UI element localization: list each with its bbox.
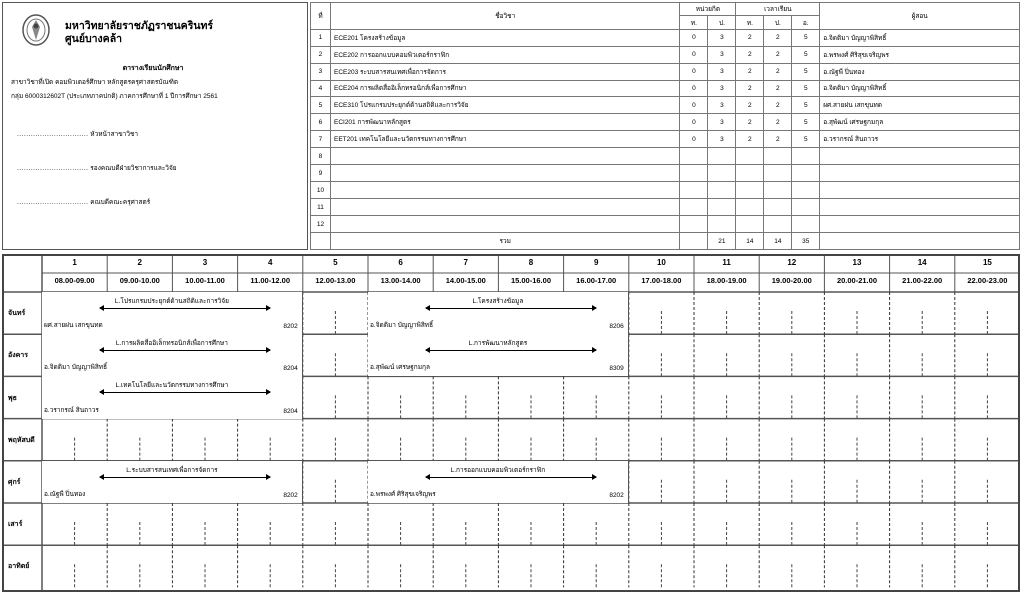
course-hours-p: 2 xyxy=(764,114,792,131)
center-name: ศูนย์บางคล้า xyxy=(65,33,123,45)
course-credit-p: 3 xyxy=(708,131,736,148)
class-title: L.การผลิตสื่ออิเล็กทรอนิกส์เพื่อการศึกษา xyxy=(115,340,228,348)
class-room: 8202 xyxy=(283,323,298,331)
university-name: มหาวิทยาลัยราชภัฏราชนครินทร์ xyxy=(65,20,214,32)
slot-number: 8 xyxy=(528,258,534,267)
slot-number: 4 xyxy=(267,258,273,267)
day-label: อังคาร xyxy=(8,352,28,360)
slot-time: 14.00-15.00 xyxy=(445,276,486,285)
course-credit-t xyxy=(680,199,708,216)
class-block[interactable] xyxy=(42,334,303,376)
course-no: 2 xyxy=(311,46,331,63)
class-room: 8202 xyxy=(609,491,624,499)
course-credit-p: 3 xyxy=(708,114,736,131)
course-teacher xyxy=(820,199,1020,216)
header-block xyxy=(2,2,308,250)
course-hours-p: 2 xyxy=(764,46,792,63)
course-hours-o xyxy=(792,216,820,233)
course-name xyxy=(330,182,679,199)
total-hours-p: 14 xyxy=(764,233,792,250)
header-credit: หน่วยกิต xyxy=(680,3,736,16)
subheader-t2: ท. xyxy=(736,16,764,29)
course-name xyxy=(330,199,679,216)
slot-number: 3 xyxy=(202,258,208,267)
day-label: จันทร์ xyxy=(8,310,26,318)
course-hours-t xyxy=(736,182,764,199)
course-credit-t: 0 xyxy=(680,131,708,148)
course-hours-o: 5 xyxy=(792,97,820,114)
course-hours-o: 5 xyxy=(792,131,820,148)
course-no: 3 xyxy=(311,63,331,80)
course-row xyxy=(311,63,1020,80)
course-hours-t: 2 xyxy=(736,97,764,114)
program-line: สาขาวิชาที่เปิด คอมพิวเตอร์ศึกษา หลักสูตรครุศาสตรบัณฑิต xyxy=(11,79,179,86)
course-name: ECE310 โปรแกรมประยุกต์ด้านสถิติและการวิจัย xyxy=(330,97,679,114)
slot-number: 12 xyxy=(787,258,797,267)
course-credit-p: 3 xyxy=(708,29,736,46)
header-teacher: ผู้สอน xyxy=(820,3,1020,30)
class-room: 8202 xyxy=(283,491,298,499)
slot-time: 19.00-20.00 xyxy=(771,276,812,285)
duration-arrow-icon xyxy=(426,308,596,309)
course-hours-p xyxy=(764,216,792,233)
slot-number: 11 xyxy=(722,258,731,267)
duration-arrow-icon xyxy=(100,477,270,478)
slot-number: 14 xyxy=(917,258,927,267)
duration-arrow-icon xyxy=(426,477,596,478)
course-hours-t: 2 xyxy=(736,46,764,63)
course-credit-t: 0 xyxy=(680,46,708,63)
course-row xyxy=(311,131,1020,148)
slot-time: 09.00-10.00 xyxy=(119,276,160,285)
header-course-name: ชื่อวิชา xyxy=(330,3,679,30)
course-hours-t: 2 xyxy=(736,114,764,131)
timetable-title: ตารางเรียนนักศึกษา xyxy=(122,65,184,72)
course-hours-o xyxy=(792,199,820,216)
class-teacher: อ.จิดติมา บัญญาพิสิทธิ์ xyxy=(44,364,108,372)
class-room: 8204 xyxy=(283,365,298,373)
slot-time: 15.00-16.00 xyxy=(510,276,551,285)
course-hours-o: 5 xyxy=(792,80,820,97)
course-hours-p: 2 xyxy=(764,80,792,97)
course-row xyxy=(311,199,1020,216)
course-teacher: อ.ณัฐพี ปิ่นทอง xyxy=(820,63,1020,80)
course-no: 7 xyxy=(311,131,331,148)
day-label: พุธ xyxy=(8,394,17,402)
course-hours-o: 5 xyxy=(792,63,820,80)
course-no: 8 xyxy=(311,148,331,165)
class-teacher: อ.ณัฐพี ปิ่นทอง xyxy=(44,490,86,498)
total-hours-o: 35 xyxy=(792,233,820,250)
total-hours-t: 14 xyxy=(736,233,764,250)
course-hours-t: 2 xyxy=(736,63,764,80)
slot-time: 22.00-23.00 xyxy=(967,276,1008,285)
duration-arrow-icon xyxy=(426,350,596,351)
class-block[interactable] xyxy=(368,292,629,334)
course-name: ECI201 การพัฒนาหลักสูตร xyxy=(330,114,679,131)
class-title: L.โปรแกรมประยุกต์ด้านสถิติและการวิจัย xyxy=(114,298,229,305)
course-hours-t xyxy=(736,199,764,216)
course-credit-p: 3 xyxy=(708,97,736,114)
slot-number: 2 xyxy=(137,258,142,267)
course-table xyxy=(310,2,1020,250)
total-label: รวม xyxy=(330,233,679,250)
class-title: L.ระบบสารสนเทศเพื่อการจัดการ xyxy=(126,466,218,474)
course-name xyxy=(330,165,679,182)
class-title: L.เทคโนโลยีและนวัตกรรมทางการศึกษา xyxy=(115,382,229,390)
course-credit-p xyxy=(708,199,736,216)
class-room: 8206 xyxy=(609,323,624,331)
weekly-schedule xyxy=(2,254,1020,592)
course-credit-t: 0 xyxy=(680,80,708,97)
slot-time: 13.00-14.00 xyxy=(380,276,421,285)
group-line: กลุ่ม 6000312602T (ประเภทภาคปกติ) ภาคการศึกษาที่ 1 ปีการศึกษา 2561 xyxy=(11,93,218,100)
day-label: อาทิตย์ xyxy=(8,563,30,571)
course-credit-t xyxy=(680,182,708,199)
course-hours-t: 2 xyxy=(736,29,764,46)
day-label: ศุกร์ xyxy=(8,478,21,486)
course-no: 10 xyxy=(311,182,331,199)
slot-number: 9 xyxy=(593,258,599,267)
slot-number: 10 xyxy=(656,258,666,267)
course-hours-p xyxy=(764,148,792,165)
slot-number: 5 xyxy=(333,258,338,267)
course-teacher: อ.วรากรณ์ สินถาวร xyxy=(820,131,1020,148)
slot-number: 6 xyxy=(398,258,403,267)
course-hours-p: 2 xyxy=(764,97,792,114)
course-no: 1 xyxy=(311,29,331,46)
course-name xyxy=(330,148,679,165)
day-label: เสาร์ xyxy=(8,521,23,529)
course-hours-p xyxy=(764,199,792,216)
slot-time: 12.00-13.00 xyxy=(315,276,356,285)
subheader-t: ท. xyxy=(680,16,708,29)
class-room: 8204 xyxy=(283,407,298,415)
course-no: 6 xyxy=(311,114,331,131)
course-teacher xyxy=(820,148,1020,165)
subheader-o: อ. xyxy=(792,16,820,29)
slot-time: 16.00-17.00 xyxy=(576,276,617,285)
header-hours: เวลาเรียน xyxy=(736,3,820,16)
course-name: ECE201 โครงสร้างข้อมูล xyxy=(330,29,679,46)
header-no: ที่ xyxy=(311,3,331,30)
course-credit-p xyxy=(708,148,736,165)
class-teacher: อ.สุพัฒน์ เศรษฐกมกุล xyxy=(370,364,430,372)
course-hours-o xyxy=(792,148,820,165)
duration-arrow-icon xyxy=(100,350,270,351)
course-hours-t xyxy=(736,216,764,233)
course-credit-t xyxy=(680,148,708,165)
course-row xyxy=(311,97,1020,114)
subheader-p: ป. xyxy=(708,16,736,29)
class-teacher: อ.วรากรณ์ สินถาวร xyxy=(44,406,99,414)
class-title: L.การพัฒนาหลักสูตร xyxy=(468,340,528,348)
slot-number: 1 xyxy=(72,258,77,267)
course-name xyxy=(330,216,679,233)
course-no: 12 xyxy=(311,216,331,233)
course-teacher xyxy=(820,216,1020,233)
course-credit-p xyxy=(708,182,736,199)
slot-time: 18.00-19.00 xyxy=(706,276,747,285)
class-block[interactable] xyxy=(368,461,629,503)
course-teacher xyxy=(820,182,1020,199)
subheader-p2: ป. xyxy=(764,16,792,29)
course-no: 5 xyxy=(311,97,331,114)
slot-time: 11.00-12.00 xyxy=(250,276,290,285)
course-teacher: อ.จิดติมา บัญญาพิสิทธิ์ xyxy=(820,29,1020,46)
course-name: ECE204 การผลิตสื่ออิเล็กทรอนิกส์เพื่อการศึกษา xyxy=(330,80,679,97)
signature-line-deputy: ............................... รองคณบดีฝ่ายวิชาการและวิจัย xyxy=(17,165,177,172)
course-credit-p xyxy=(708,216,736,233)
course-credit-t: 0 xyxy=(680,63,708,80)
course-name: ECE202 การออกแบบคอมพิวเตอร์กราฟิก xyxy=(330,46,679,63)
signature-line-head: ............................... หัวหน้าสาขาวิชา xyxy=(17,131,139,138)
course-hours-t: 2 xyxy=(736,80,764,97)
class-block[interactable] xyxy=(42,292,303,334)
class-block[interactable] xyxy=(42,376,303,418)
course-table-header-row xyxy=(311,3,1020,16)
course-hours-o: 5 xyxy=(792,114,820,131)
slot-number: 7 xyxy=(463,258,468,267)
course-hours-p: 2 xyxy=(764,63,792,80)
class-teacher: อ.พรพงศ์ ศิริสุขเจริญพร xyxy=(370,490,436,498)
class-block[interactable] xyxy=(368,334,629,376)
slot-time: 17.00-18.00 xyxy=(641,276,682,285)
duration-arrow-icon xyxy=(100,392,270,393)
course-row xyxy=(311,80,1020,97)
course-teacher: อ.สุพัฒน์ เศรษฐกมกุล xyxy=(820,114,1020,131)
course-hours-o: 5 xyxy=(792,46,820,63)
course-teacher: อ.พรพงศ์ ศิริสุขเจริญพร xyxy=(820,46,1020,63)
course-hours-t xyxy=(736,148,764,165)
class-teacher: ผศ.สายฝน เสกขุนทด xyxy=(44,322,103,330)
course-credit-t: 0 xyxy=(680,29,708,46)
course-no: 4 xyxy=(311,80,331,97)
course-hours-p xyxy=(764,182,792,199)
slot-number: 15 xyxy=(982,258,992,267)
slot-time: 20.00-21.00 xyxy=(836,276,877,285)
course-hours-p: 2 xyxy=(764,29,792,46)
course-hours-o: 5 xyxy=(792,29,820,46)
day-label: พฤหัสบดี xyxy=(8,436,35,444)
course-hours-o xyxy=(792,182,820,199)
duration-arrow-icon xyxy=(100,308,270,309)
course-row xyxy=(311,165,1020,182)
class-room: 8309 xyxy=(609,365,624,373)
course-name: EET201 เทคโนโลยีและนวัตกรรมทางการศึกษา xyxy=(330,131,679,148)
slot-time: 10.00-11.00 xyxy=(185,276,225,285)
university-seal-icon xyxy=(21,13,51,47)
class-block[interactable] xyxy=(42,461,303,503)
course-hours-t xyxy=(736,165,764,182)
course-credit-t xyxy=(680,165,708,182)
total-credit: 21 xyxy=(708,233,736,250)
course-no: 9 xyxy=(311,165,331,182)
course-credit-t: 0 xyxy=(680,114,708,131)
course-credit-t xyxy=(680,216,708,233)
course-row xyxy=(311,114,1020,131)
signature-line-dean: ............................... คณบดีคณะครุศาสตร์ xyxy=(17,199,151,206)
class-title: L.การออกแบบคอมพิวเตอร์กราฟิก xyxy=(450,466,546,474)
course-row xyxy=(311,29,1020,46)
course-teacher: ผศ.สายฝน เสกขุนทด xyxy=(820,97,1020,114)
course-credit-p xyxy=(708,165,736,182)
course-row xyxy=(311,46,1020,63)
course-table-total-row xyxy=(311,233,1020,250)
course-credit-p: 3 xyxy=(708,80,736,97)
course-row xyxy=(311,182,1020,199)
course-credit-p: 3 xyxy=(708,46,736,63)
course-hours-p: 2 xyxy=(764,131,792,148)
slot-time: 21.00-22.00 xyxy=(902,276,943,285)
course-no: 11 xyxy=(311,199,331,216)
course-hours-p xyxy=(764,165,792,182)
course-credit-t: 0 xyxy=(680,97,708,114)
course-name: ECE203 ระบบสารสนเทศเพื่อการจัดการ xyxy=(330,63,679,80)
class-teacher: อ.จิดติมา บัญญาพิสิทธิ์ xyxy=(370,322,434,330)
course-teacher: อ.จิดติมา บัญญาพิสิทธิ์ xyxy=(820,80,1020,97)
course-credit-p: 3 xyxy=(708,63,736,80)
slot-number: 13 xyxy=(852,258,862,267)
course-row xyxy=(311,148,1020,165)
course-row xyxy=(311,216,1020,233)
course-hours-t: 2 xyxy=(736,131,764,148)
class-title: L.โครงสร้างข้อมูล xyxy=(472,298,524,305)
course-hours-o xyxy=(792,165,820,182)
slot-time: 08.00-09.00 xyxy=(54,276,95,285)
course-teacher xyxy=(820,165,1020,182)
